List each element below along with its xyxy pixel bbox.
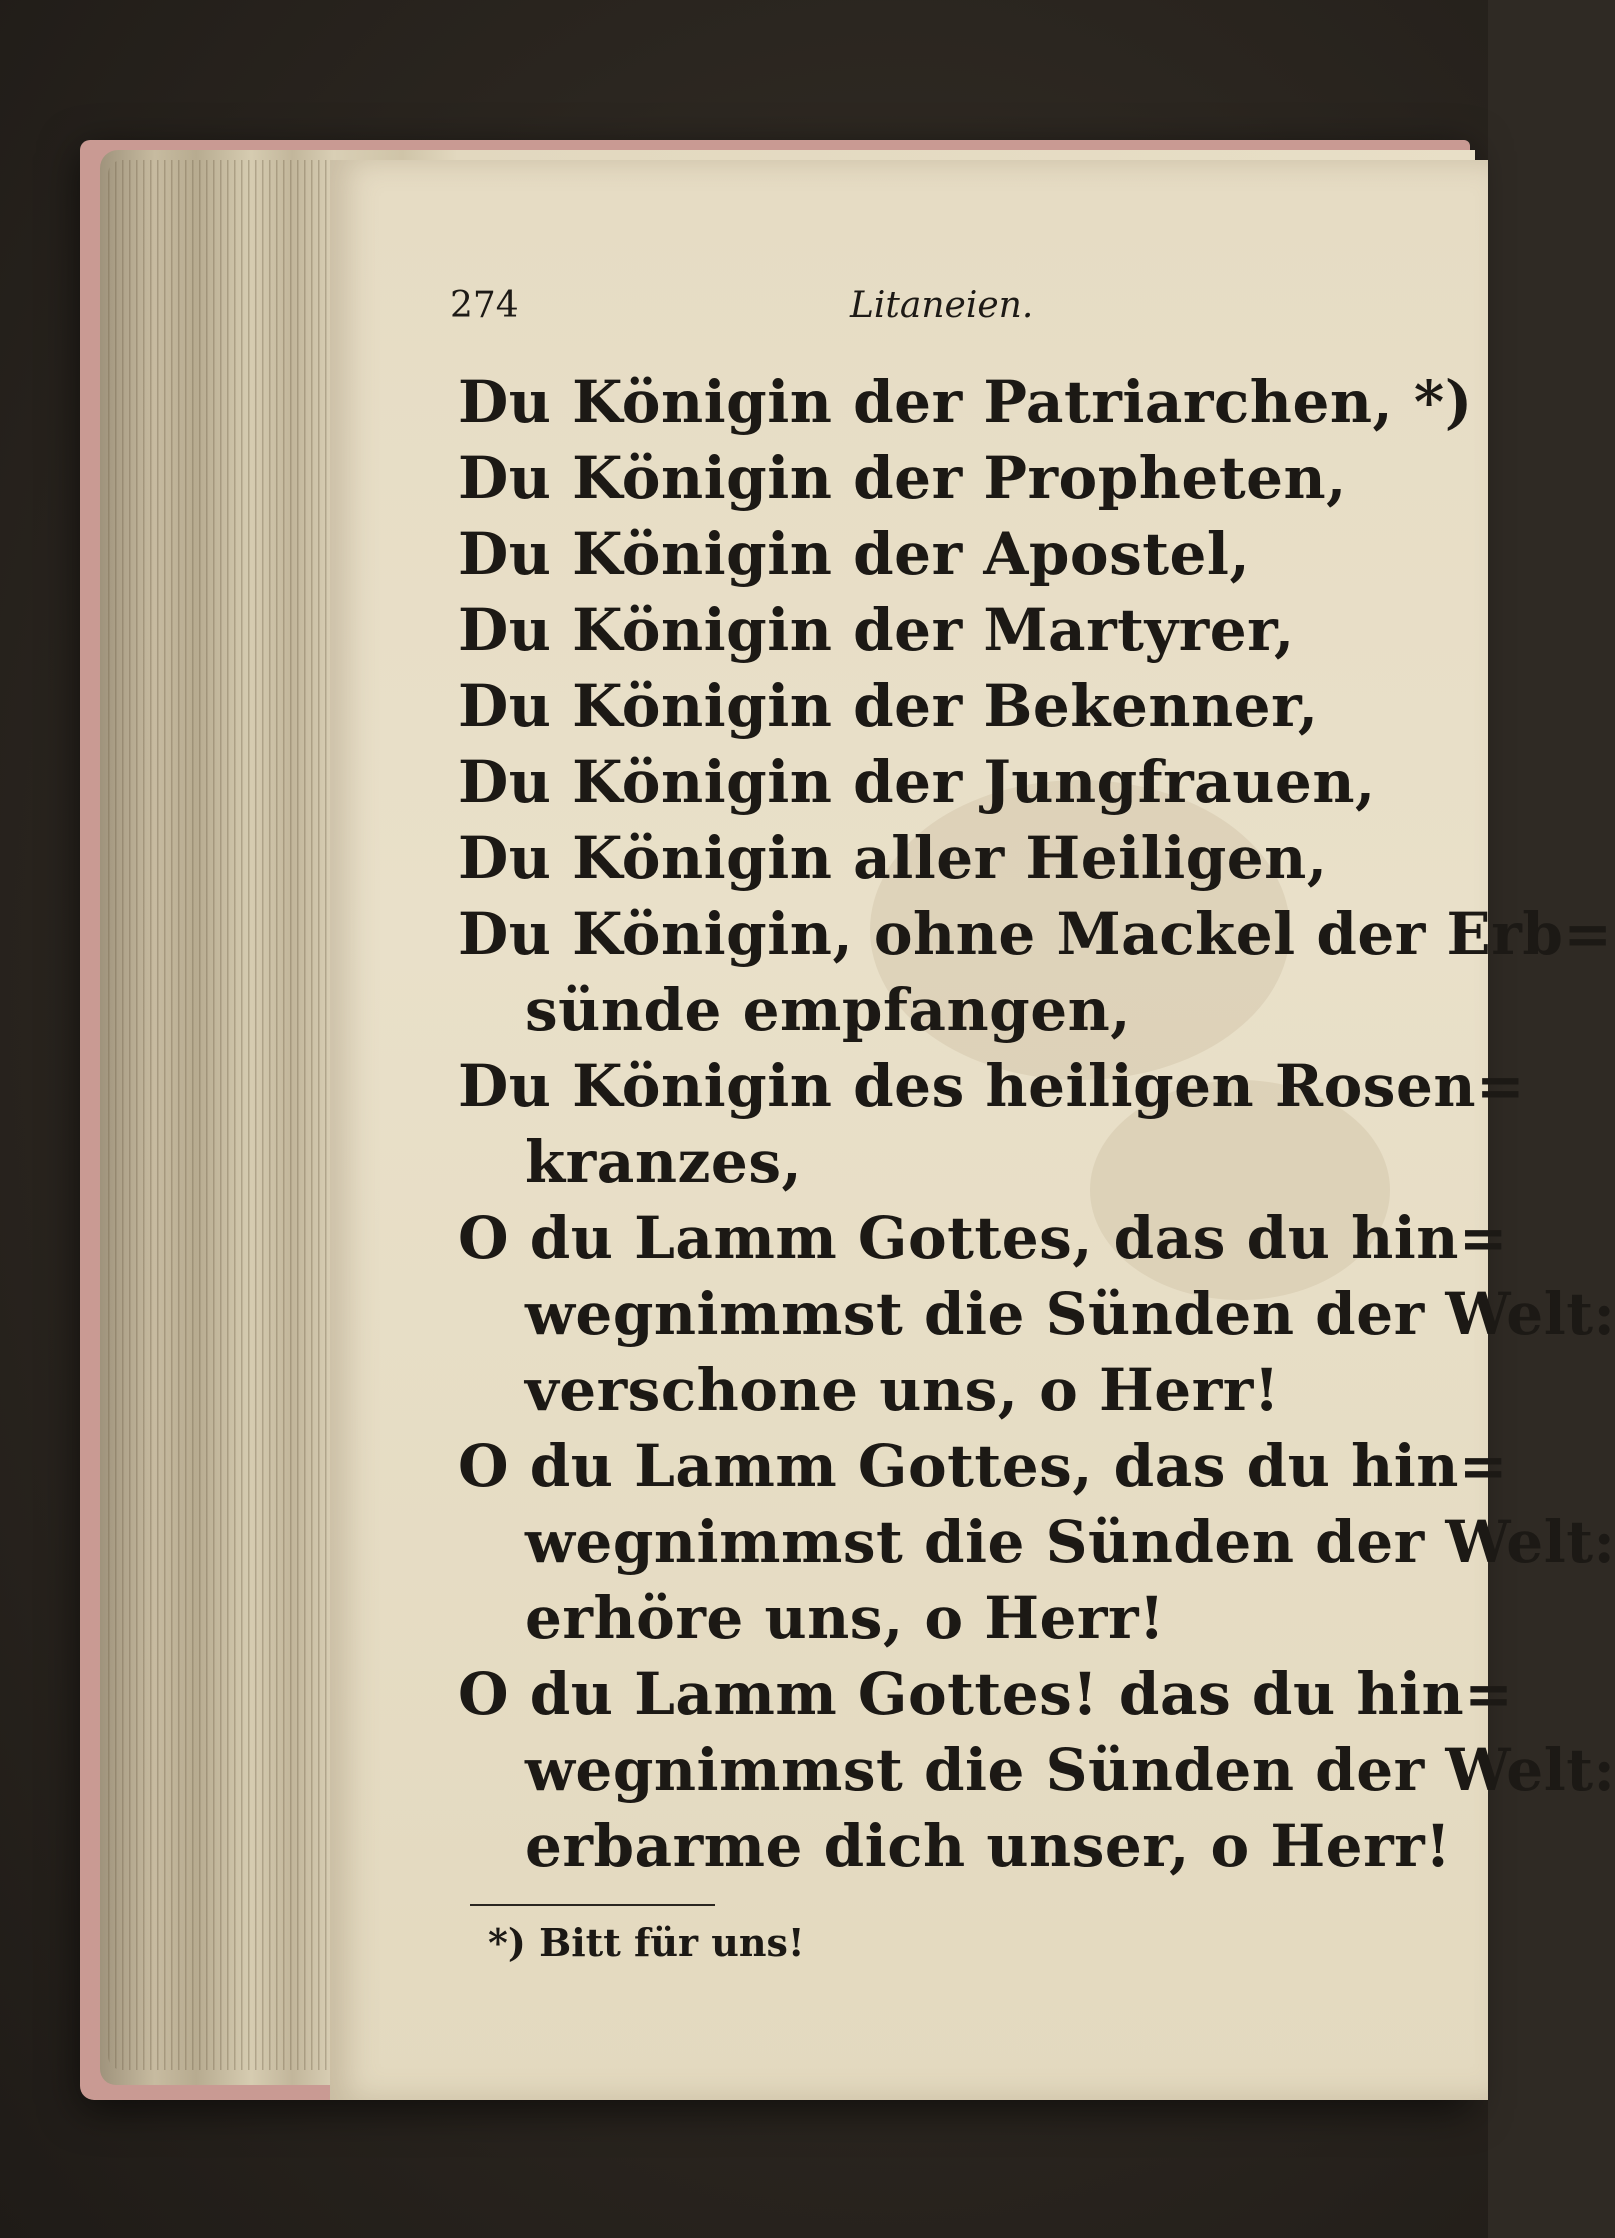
text-line: wegnimmst die Sünden der Welt: <box>525 1736 1615 1804</box>
text-line: Du Königin der Jungfrauen, <box>458 748 1376 816</box>
running-head: Litaneien. <box>850 285 1034 326</box>
page-edges <box>108 160 338 2070</box>
text-line: wegnimmst die Sünden der Welt: <box>525 1280 1615 1348</box>
footnote: *) Bitt für uns! <box>488 1920 805 1965</box>
text-line: O du Lamm Gottes! das du hin= <box>458 1660 1514 1728</box>
text-line: Du Königin der Martyrer, <box>458 596 1295 664</box>
text-line: O du Lamm Gottes, das du hin= <box>458 1432 1509 1500</box>
footnote-rule <box>470 1904 715 1906</box>
text-line: wegnimmst die Sünden der Welt: <box>525 1508 1615 1576</box>
page-number: 274 <box>450 285 519 326</box>
text-line: verschone uns, o Herr! <box>525 1356 1280 1424</box>
text-line: Du Königin aller Heiligen, <box>458 824 1328 892</box>
text-line: Du Königin der Apostel, <box>458 520 1251 588</box>
text-line: Du Königin der Bekenner, <box>458 672 1319 740</box>
text-line: erhöre uns, o Herr! <box>525 1584 1165 1652</box>
text-line: Du Königin der Patriarchen, *) <box>458 368 1473 436</box>
text-line: Du Königin der Propheten, <box>458 444 1347 512</box>
text-line: Du Königin, ohne Mackel der Erb= <box>458 900 1613 968</box>
text-line: erbarme dich unser, o Herr! <box>525 1812 1452 1880</box>
text-line: O du Lamm Gottes, das du hin= <box>458 1204 1509 1272</box>
text-line: Du Königin des heiligen Rosen= <box>458 1052 1526 1120</box>
text-line: sünde empfangen, <box>525 976 1131 1044</box>
text-line: kranzes, <box>525 1128 803 1196</box>
